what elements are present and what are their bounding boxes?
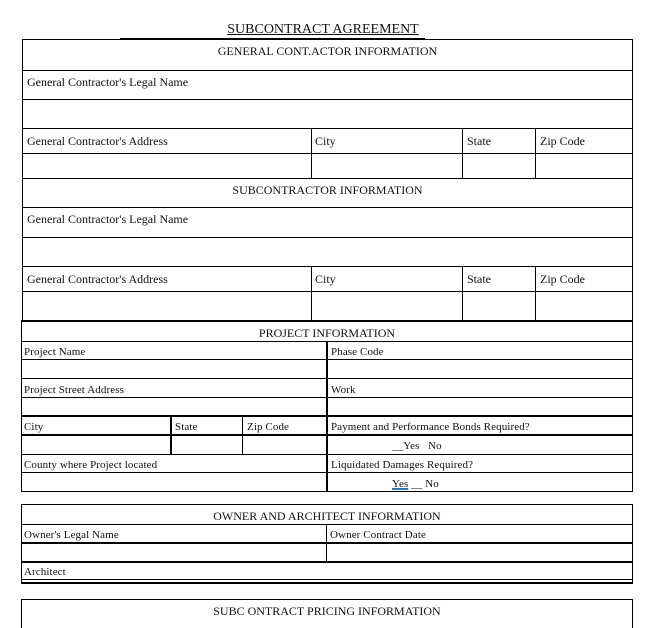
bonds-yes-option[interactable]: Yes <box>403 440 420 452</box>
damages-blank: __ <box>411 478 423 490</box>
work-field[interactable] <box>328 398 632 415</box>
project-state-field[interactable] <box>172 436 242 454</box>
pricing-heading: SUBC ONTRACT PRICING INFORMATION <box>213 604 441 618</box>
gc-state-label: State <box>467 134 491 148</box>
work-label: Work <box>331 384 356 396</box>
phase-code-label: Phase Code <box>331 346 384 358</box>
sub-city-label: City <box>315 272 336 286</box>
damages-required-label: Liquidated Damages Required? <box>331 459 474 471</box>
project-heading: PROJECT INFORMATION <box>258 326 396 340</box>
sub-address-label: General Contractor's Address <box>27 272 168 286</box>
architect-label: Architect <box>24 566 66 578</box>
gc-zip-field[interactable] <box>536 154 632 178</box>
project-name-label: Project Name <box>24 346 86 358</box>
gc-address-field[interactable] <box>23 154 311 178</box>
sub-state-label: State <box>467 272 491 286</box>
project-zip-label: Zip Code <box>247 421 290 433</box>
phase-code-field[interactable] <box>328 360 632 378</box>
project-street-address-label: Project Street Address <box>24 384 124 396</box>
sub-zip-label: Zip Code <box>540 272 585 286</box>
gc-legal-name-field[interactable] <box>23 100 632 128</box>
owner-legal-name-label: Owner's Legal Name <box>24 529 119 541</box>
county-label: County where Project located <box>24 459 158 471</box>
bonds-no-option[interactable]: No <box>428 440 442 452</box>
bonds-options[interactable] <box>392 440 442 452</box>
owner-legal-name-field[interactable] <box>22 544 326 561</box>
sub-legal-name-field[interactable] <box>23 238 632 266</box>
gc-zip-label: Zip Code <box>540 134 585 148</box>
project-street-address-field[interactable] <box>22 398 326 415</box>
project-city-field[interactable] <box>22 436 170 454</box>
document-title: SUBCONTRACT AGREEMENT <box>227 22 419 37</box>
bonds-required-label: Payment and Performance Bonds Required? <box>331 421 530 433</box>
bonds-blank: __ <box>392 440 404 452</box>
gc-city-field[interactable] <box>312 154 462 178</box>
sub-state-field[interactable] <box>463 292 535 320</box>
subcontractor-heading: SUBCONTRACTOR INFORMATION <box>232 183 423 197</box>
county-field[interactable] <box>22 473 326 491</box>
gc-state-field[interactable] <box>463 154 535 178</box>
owner-architect-heading: OWNER AND ARCHITECT INFORMATION <box>213 509 441 523</box>
project-name-field[interactable] <box>22 360 326 378</box>
damages-yes-option[interactable]: Yes <box>392 478 409 490</box>
owner-contract-date-label: Owner Contract Date <box>330 529 426 541</box>
sub-address-field[interactable] <box>23 292 311 320</box>
owner-contract-date-field[interactable] <box>327 544 632 561</box>
damages-options[interactable] <box>392 478 439 490</box>
gc-address-label: General Contractor's Address <box>27 134 168 148</box>
general-contractor-heading: GENERAL CONT.ACTOR INFORMATION <box>217 44 438 58</box>
project-zip-field[interactable] <box>243 436 326 454</box>
gc-city-label: City <box>315 134 336 148</box>
sub-legal-name-label: General Contractor's Legal Name <box>27 212 189 226</box>
sub-zip-field[interactable] <box>536 292 632 320</box>
project-city-label: City <box>24 421 44 433</box>
project-state-label: State <box>175 421 198 433</box>
damages-no-option[interactable]: No <box>425 478 439 490</box>
gc-legal-name-label: General Contractor's Legal Name <box>27 75 189 89</box>
sub-city-field[interactable] <box>312 292 462 320</box>
